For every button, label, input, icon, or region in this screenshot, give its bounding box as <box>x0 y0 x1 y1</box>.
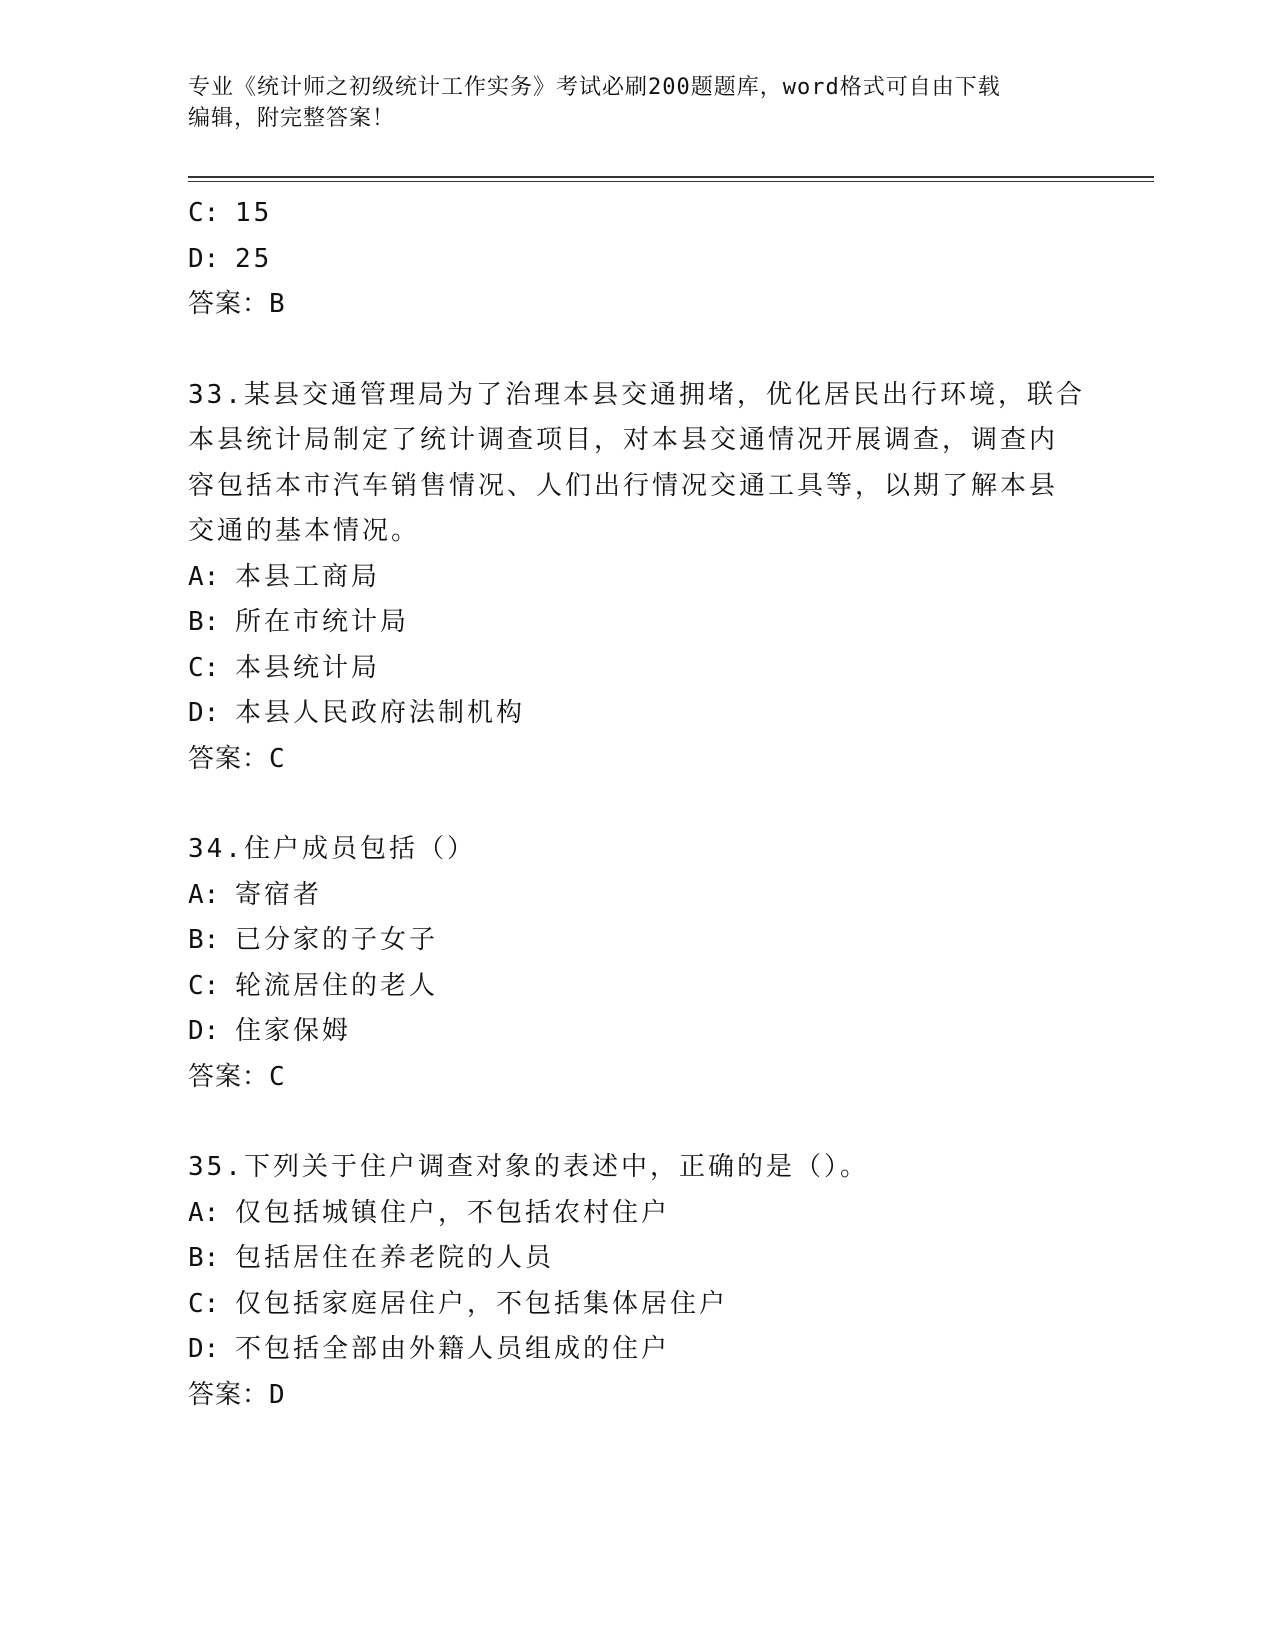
option-label: C: <box>188 1288 235 1319</box>
option-text: 15 <box>234 198 273 228</box>
option-row <box>188 555 1088 601</box>
option-row <box>188 873 1088 919</box>
option-row <box>188 237 1088 283</box>
header-line-2: 编辑，附完整答案！ <box>188 106 396 131</box>
option-text: 所在市统计局 <box>234 607 409 637</box>
question-text-line: 34.住户成员包括（） <box>188 834 476 864</box>
option-text: 寄宿者 <box>234 879 322 910</box>
option-label: B: <box>188 607 235 637</box>
option-row <box>188 600 1088 646</box>
option-label: A: <box>188 561 235 592</box>
question-content <box>188 191 1088 1418</box>
answer-line: 答案：C <box>188 743 286 774</box>
option-row <box>188 1191 1088 1237</box>
spacer <box>188 1100 1088 1145</box>
option-text: 仅包括家庭居住户，不包括集体居住户 <box>234 1288 728 1319</box>
option-row <box>188 1236 1088 1282</box>
answer-line: 答案：B <box>188 289 286 319</box>
option-label: D: <box>188 243 235 274</box>
option-label: B: <box>188 1243 235 1273</box>
question-text-line: 33.某县交通管理局为了治理本县交通拥堵，优化居民出行环境，联合 <box>188 379 1085 410</box>
divider-line-thick <box>188 176 1154 178</box>
option-label: D: <box>188 698 235 728</box>
divider-line-thin <box>188 181 1154 182</box>
option-row <box>188 1009 1088 1055</box>
question-33 <box>188 373 1088 783</box>
previous-question-tail <box>188 191 1088 328</box>
option-text: 不包括全部由外籍人员组成的住户 <box>234 1334 670 1364</box>
question-35 <box>188 1145 1088 1418</box>
spacer <box>188 782 1088 827</box>
option-text: 已分家的子女子 <box>234 925 438 955</box>
answer-line: 答案：C <box>188 1061 286 1092</box>
question-34 <box>188 827 1088 1100</box>
option-text: 仅包括城镇住户，不包括农村住户 <box>234 1197 670 1228</box>
option-text: 本县工商局 <box>234 561 380 592</box>
header-divider <box>188 176 1154 182</box>
document-header <box>188 72 1088 134</box>
option-label: A: <box>188 1197 235 1228</box>
spacer <box>188 328 1088 373</box>
question-text-line: 本县统计局制定了统计调查项目，对本县交通情况开展调查，调查内 <box>188 425 1059 455</box>
option-row <box>188 918 1088 964</box>
header-line-1: 专业《统计师之初级统计工作实务》考试必刷200题题库，word格式可自由下载 <box>188 75 1001 100</box>
question-text-line: 交通的基本情况。 <box>188 516 421 546</box>
option-text: 轮流居住的老人 <box>234 970 438 1001</box>
option-text: 本县统计局 <box>234 652 380 683</box>
option-label: A: <box>188 879 235 910</box>
option-text: 本县人民政府法制机构 <box>234 698 525 728</box>
question-text-line: 35.下列关于住户调查对象的表述中，正确的是（）。 <box>188 1152 869 1182</box>
option-row <box>188 691 1088 737</box>
option-row <box>188 964 1088 1010</box>
option-label: C: <box>188 652 235 683</box>
option-text: 包括居住在养老院的人员 <box>234 1243 554 1273</box>
option-label: D: <box>188 1334 235 1364</box>
option-label: B: <box>188 925 235 955</box>
option-text: 住家保姆 <box>234 1016 351 1046</box>
option-label: C: <box>188 970 235 1001</box>
option-text: 25 <box>234 243 273 274</box>
option-row <box>188 646 1088 692</box>
option-label: C: <box>188 198 235 228</box>
option-row <box>188 191 1088 237</box>
option-row <box>188 1282 1088 1328</box>
question-text-line: 容包括本市汽车销售情况、人们出行情况交通工具等，以期了解本县 <box>188 470 1059 501</box>
option-label: D: <box>188 1016 235 1046</box>
answer-line: 答案：D <box>188 1379 286 1410</box>
option-row <box>188 1327 1088 1373</box>
